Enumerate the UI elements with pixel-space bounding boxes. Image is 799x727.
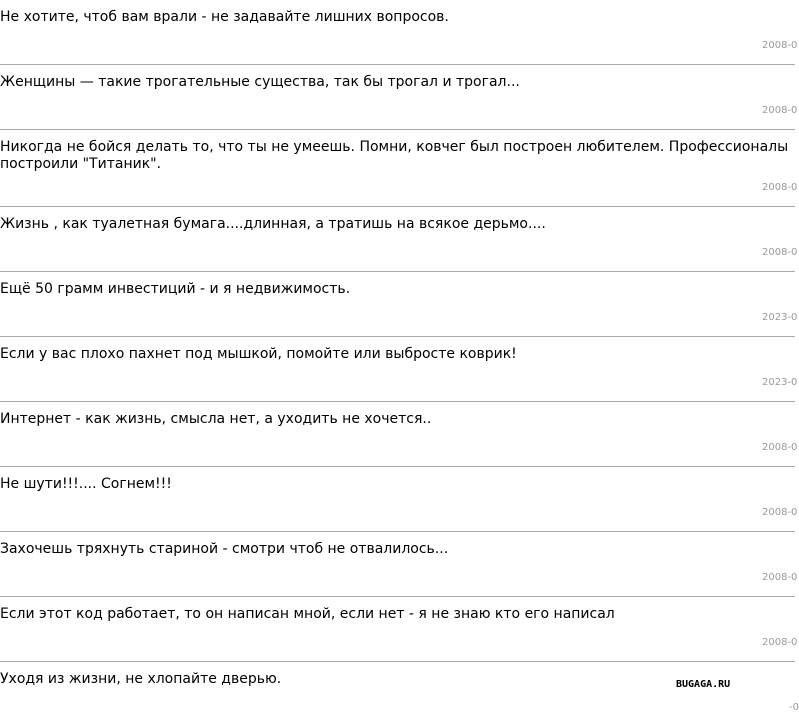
- quote-date: 2008-0: [762, 182, 798, 193]
- quote-item: [0, 532, 798, 597]
- quote-date: -0: [789, 702, 799, 713]
- quote-date: 2008-0: [762, 105, 798, 116]
- quote-item: [0, 337, 798, 402]
- quote-text: Жизнь , как туалетная бумага....длинная, а тратишь на всякое дерьмо....: [0, 216, 546, 232]
- quote-text: Ещё 50 грамм инвестиций - и я недвижимость.: [0, 281, 351, 297]
- quote-date: 2008-0: [762, 442, 798, 453]
- quote-text: Интернет - как жизнь, смысла нет, а уходить не хочется..: [0, 411, 432, 427]
- quote-item: [0, 0, 798, 65]
- quote-text: Не хотите, чтоб вам врали - не задавайте лишних вопросов.: [0, 9, 449, 25]
- quote-item: [0, 662, 799, 727]
- quote-date: 2008-0: [762, 572, 798, 583]
- quote-date: 2023-0: [762, 377, 798, 388]
- quote-item: [0, 65, 798, 130]
- quote-text: Если у вас плохо пахнет под мышкой, помойте или выбросте коврик!: [0, 346, 517, 362]
- site-watermark: BUGAGA.RU: [676, 679, 731, 690]
- quote-text: Захочешь тряхнуть стариной - смотри чтоб не отвалилось...: [0, 541, 449, 557]
- quote-text: Если этот код работает, то он написан мной, если нет - я не знаю кто его написал: [0, 606, 615, 622]
- quote-date: 2008-0: [762, 637, 798, 648]
- quote-item: [0, 402, 798, 467]
- quote-text: Никогда не бойся делать то, что ты не умеешь. Помни, ковчег был построен любителем. Профессионалы построили "Титаник".: [0, 139, 789, 172]
- quote-item: [0, 272, 798, 337]
- quote-item: [0, 207, 798, 272]
- quote-date: 2008-0: [762, 40, 798, 51]
- quote-text: Не шути!!!.... Согнем!!!: [0, 476, 172, 492]
- quote-date: 2008-0: [762, 247, 798, 258]
- quote-text: Женщины — такие трогательные существа, так бы трогал и трогал...: [0, 74, 520, 90]
- quote-item: [0, 467, 798, 532]
- quote-item: [0, 130, 798, 207]
- quote-date: 2023-0: [762, 312, 798, 323]
- quote-text: Уходя из жизни, не хлопайте дверью.: [0, 671, 282, 687]
- quote-item: [0, 597, 798, 662]
- quote-date: 2008-0: [762, 507, 798, 518]
